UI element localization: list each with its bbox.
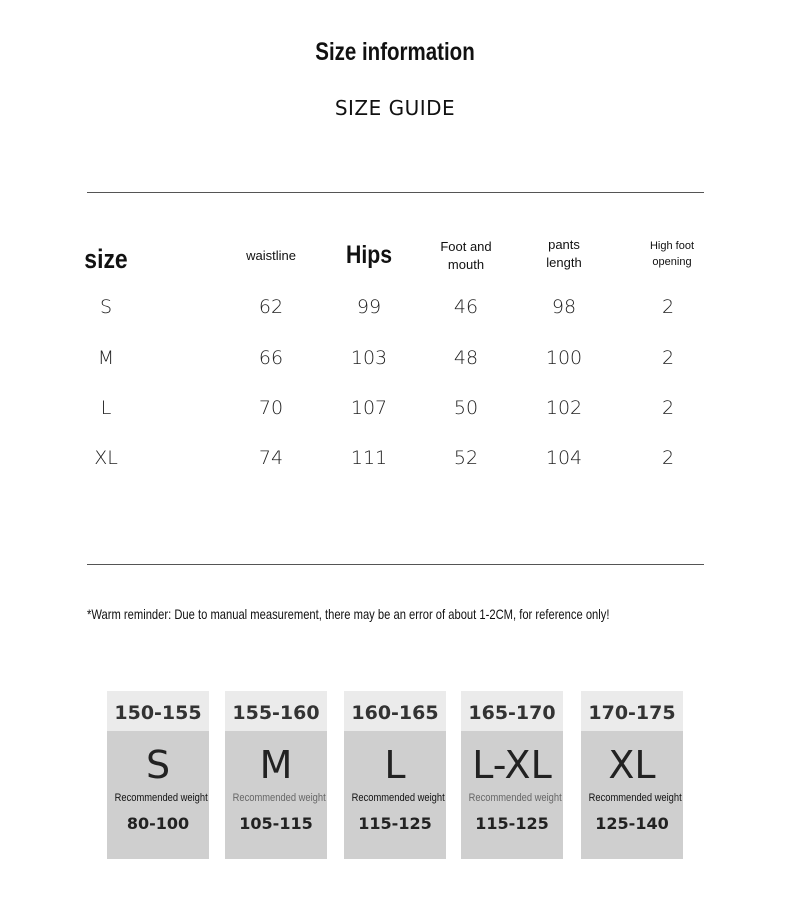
faint-subtext [344, 806, 446, 812]
header-size: size [84, 244, 128, 274]
cell-hips: 111 [350, 447, 388, 469]
height-range: 150-155 [107, 691, 209, 731]
cell-high-foot: 2 [661, 347, 675, 369]
cell-high-foot: 2 [661, 397, 675, 419]
cell-pants-length: 104 [545, 447, 583, 469]
header-pants-length [534, 236, 594, 272]
warm-reminder: *Warm reminder: Due to manual measurement, there may be an error of about 1-2CM, for reference only! [87, 606, 610, 622]
table-row [0, 296, 790, 324]
cell-waistline: 70 [258, 397, 284, 419]
header-high-foot-line2: opening [652, 256, 692, 268]
cell-size: S [99, 296, 113, 318]
recommended-weight-label: Recommended weight [468, 792, 562, 804]
weight-range: 115-125 [475, 814, 549, 833]
recommended-weight-label: Recommended weight [232, 792, 326, 804]
cell-hips: 99 [356, 296, 382, 318]
faint-subtext [225, 806, 327, 812]
size-card-l-xl [461, 691, 563, 859]
recommended-weight-label: Recommended weight [351, 792, 445, 804]
size-card-l [344, 691, 446, 859]
cell-size: M [97, 347, 115, 369]
faint-subtext [461, 806, 563, 812]
header-pants-length-line2: length [546, 255, 582, 270]
cell-pants-length: 102 [545, 397, 583, 419]
size-letter: M [259, 743, 293, 787]
cell-pants-length: 100 [545, 347, 583, 369]
size-letter: L-XL [472, 743, 552, 787]
cell-waistline: 62 [258, 296, 284, 318]
weight-range: 125-140 [595, 814, 669, 833]
faint-subtext [581, 806, 683, 812]
height-range: 170-175 [581, 691, 683, 731]
height-range: 165-170 [461, 691, 563, 731]
recommended-weight-label: Recommended weight [114, 792, 208, 804]
header-high-foot-line1: High foot [649, 240, 695, 252]
cell-high-foot: 2 [661, 447, 675, 469]
bottom-divider [87, 564, 704, 565]
cell-hips: 107 [350, 397, 388, 419]
size-letter: L [384, 743, 406, 787]
cell-high-foot: 2 [661, 296, 675, 318]
size-letter: XL [608, 743, 656, 787]
cell-size: L [100, 397, 112, 419]
size-card-xl [581, 691, 683, 859]
cell-waistline: 74 [258, 447, 284, 469]
faint-subtext [107, 806, 209, 812]
weight-range: 115-125 [358, 814, 432, 833]
header-hips: Hips [345, 241, 393, 269]
page-title: Size information [315, 38, 475, 66]
cell-waistline: 66 [258, 347, 284, 369]
table-row [0, 347, 790, 375]
header-foot-mouth-line1: Foot and [440, 239, 492, 254]
table-row [0, 397, 790, 425]
header-high-foot-opening [642, 238, 702, 270]
weight-range: 80-100 [126, 814, 190, 833]
cell-size: XL [94, 447, 118, 469]
table-row [0, 447, 790, 475]
size-card-m [225, 691, 327, 859]
cell-pants-length: 98 [551, 296, 577, 318]
cell-foot-mouth: 52 [453, 447, 479, 469]
height-range: 160-165 [344, 691, 446, 731]
size-card-s [107, 691, 209, 859]
header-foot-mouth-line2: mouth [447, 257, 485, 272]
top-divider [87, 192, 704, 193]
cell-foot-mouth: 50 [453, 397, 479, 419]
recommended-weight-label: Recommended weight [588, 792, 682, 804]
page-subtitle: SIZE GUIDE [334, 96, 456, 120]
header-pants-length-line1: pants [548, 237, 580, 252]
size-letter: S [145, 743, 171, 787]
header-foot-mouth [431, 238, 501, 274]
cell-foot-mouth: 48 [453, 347, 479, 369]
height-range: 155-160 [225, 691, 327, 731]
cell-foot-mouth: 46 [453, 296, 479, 318]
cell-hips: 103 [350, 347, 388, 369]
weight-range: 105-115 [239, 814, 313, 833]
header-waistline: waistline [246, 248, 296, 263]
